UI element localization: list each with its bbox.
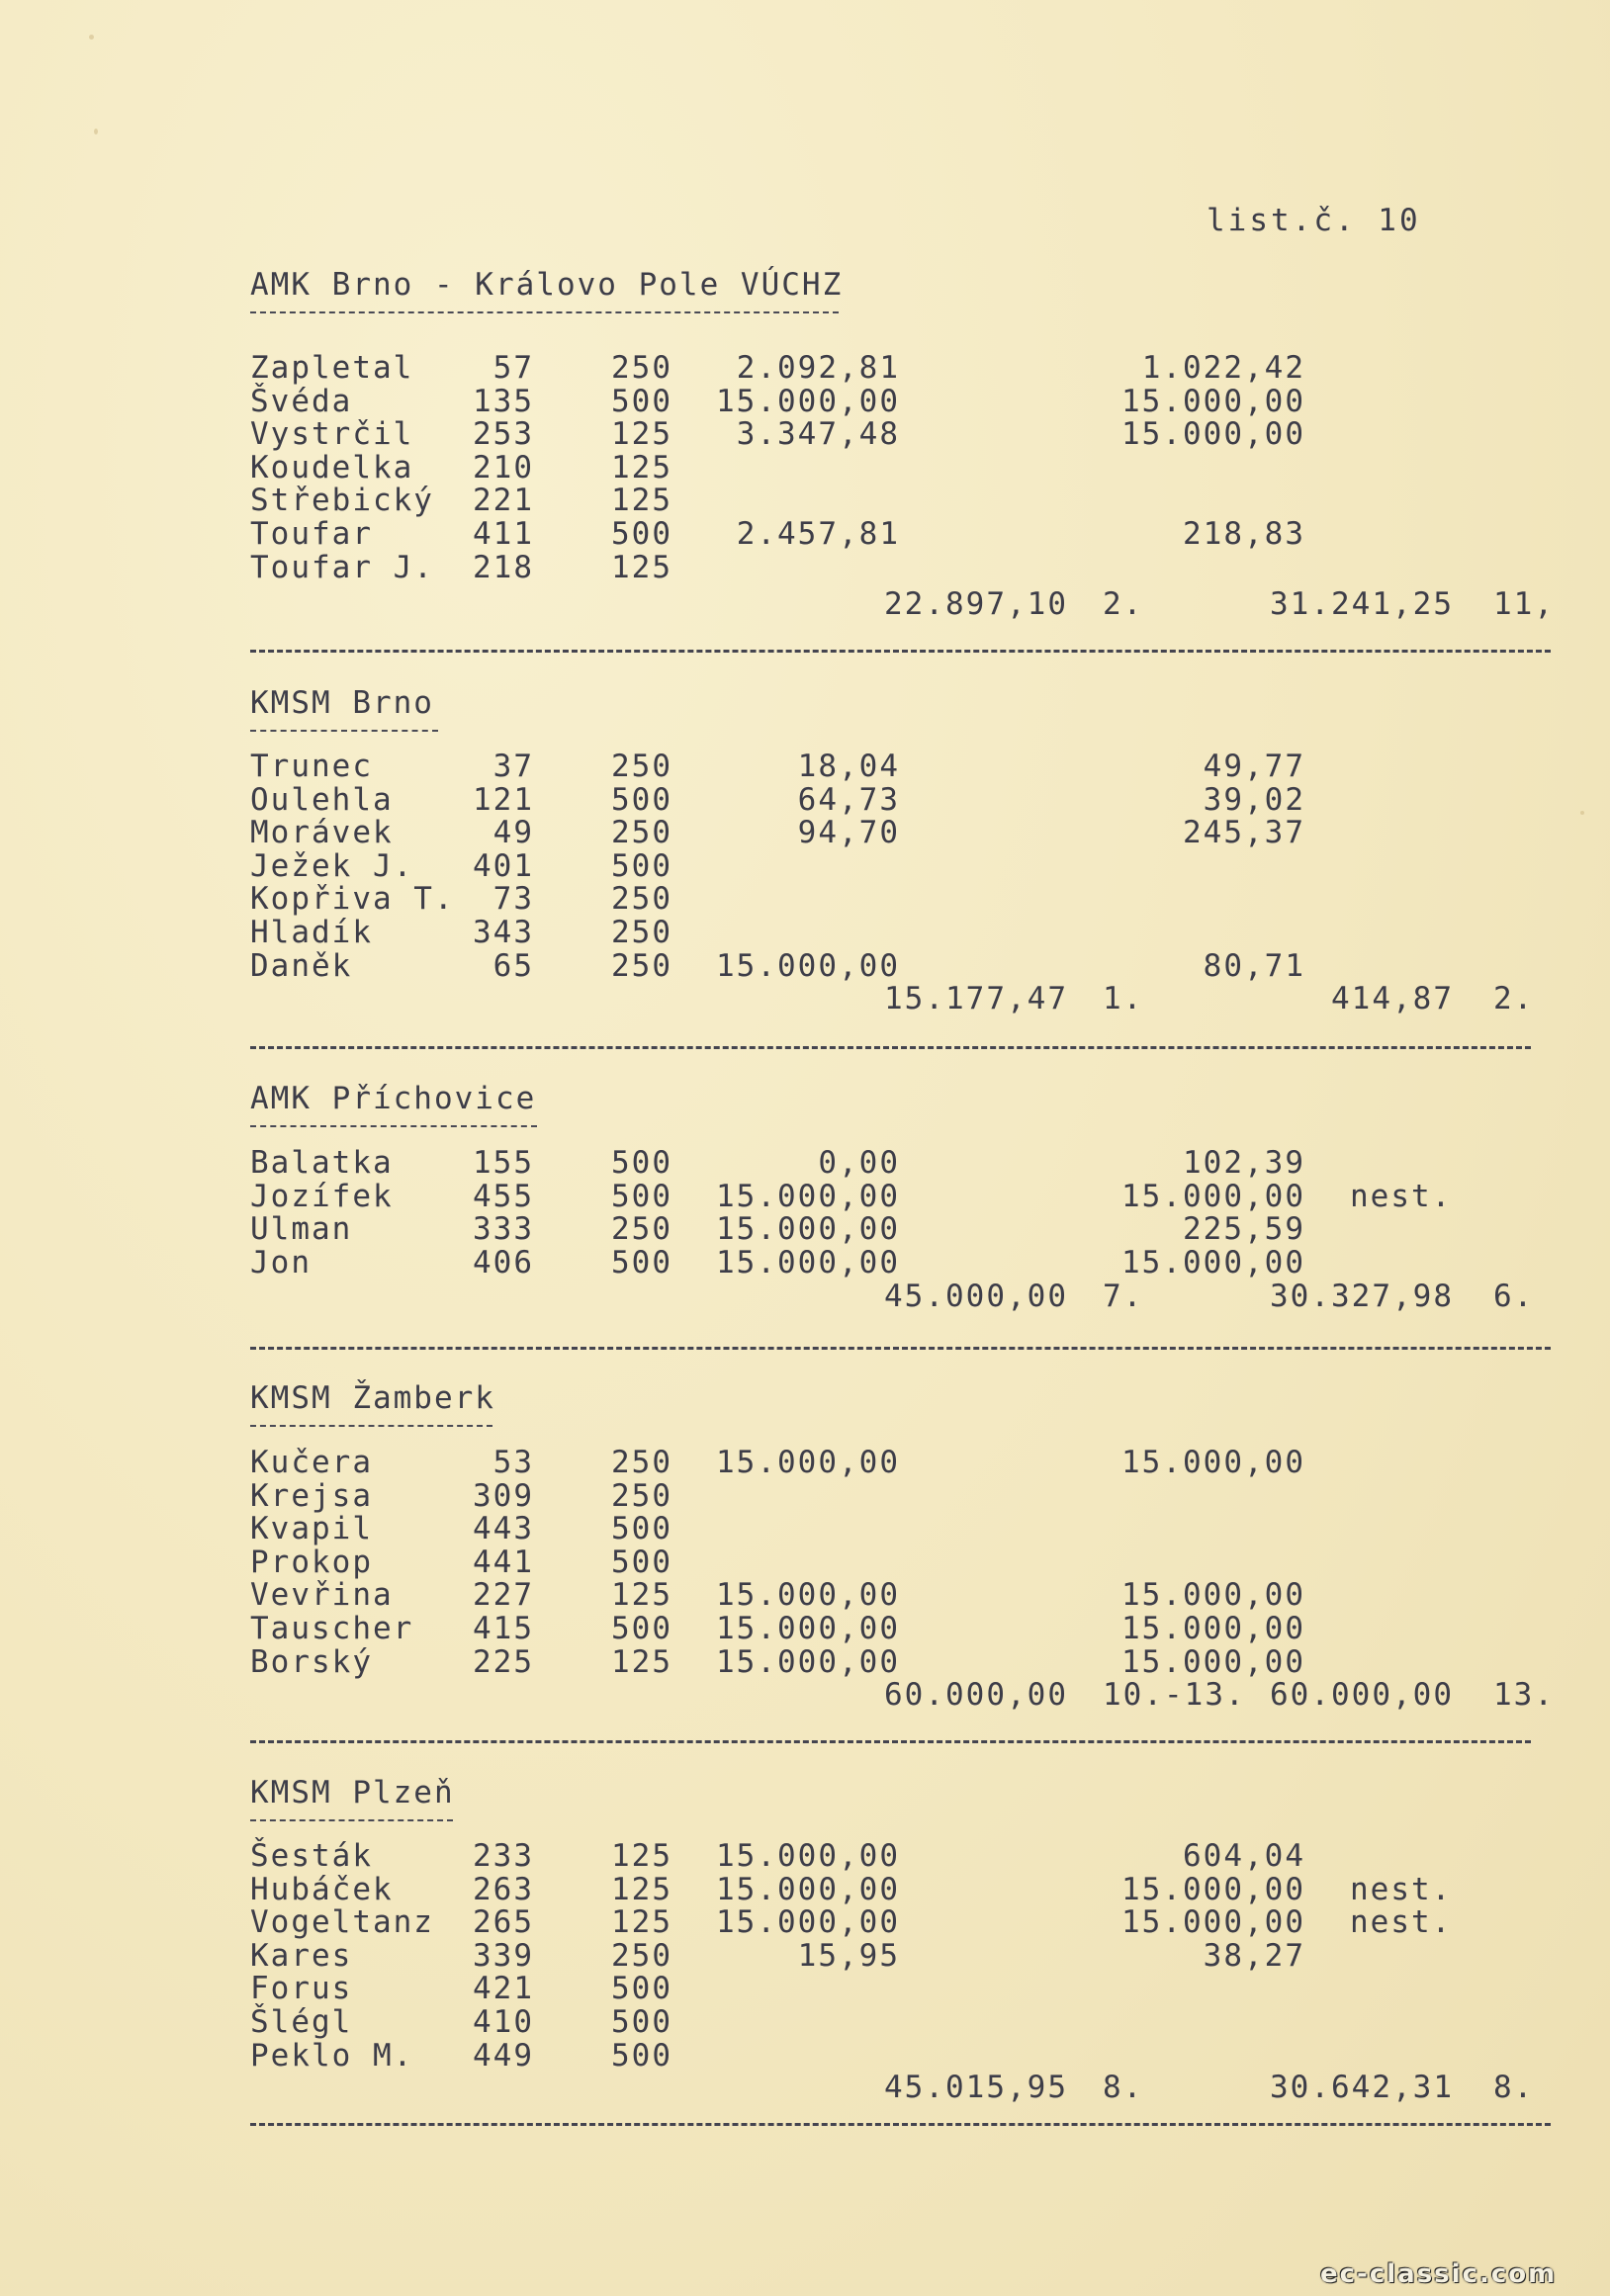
driver-row xyxy=(0,1611,1610,1644)
driver-cls: 500 xyxy=(611,782,672,818)
driver-name: Borský xyxy=(250,1644,373,1680)
driver-num: 309 xyxy=(473,1478,534,1514)
team-rank-1: 7. xyxy=(1103,1279,1144,1314)
team-rank-2: 6. xyxy=(1493,1279,1535,1314)
driver-num: 155 xyxy=(473,1145,534,1181)
driver-v1: 3.347,48 xyxy=(736,416,900,452)
driver-name: Toufar xyxy=(250,516,373,552)
driver-v2: 15.000,00 xyxy=(1121,1611,1305,1646)
section-total-row xyxy=(0,1279,1610,1312)
driver-v2: 15.000,00 xyxy=(1121,1577,1305,1613)
driver-cls: 250 xyxy=(611,1445,672,1480)
driver-num: 135 xyxy=(473,384,534,419)
driver-num: 406 xyxy=(473,1245,534,1280)
driver-name: Morávek xyxy=(250,815,394,850)
driver-cls: 500 xyxy=(611,384,672,419)
driver-cls: 500 xyxy=(611,848,672,884)
team-rank-1: 1. xyxy=(1103,981,1144,1016)
driver-v1: 15.000,00 xyxy=(716,1838,900,1874)
driver-row xyxy=(0,350,1610,384)
driver-num: 65 xyxy=(492,948,534,984)
driver-num: 343 xyxy=(473,915,534,950)
team-total-1: 45.015,95 xyxy=(884,2070,1068,2105)
driver-v1: 15.000,00 xyxy=(716,1245,900,1280)
team-rank-2: 13. xyxy=(1493,1677,1555,1713)
driver-row xyxy=(0,1644,1610,1678)
driver-v2: 225,59 xyxy=(1183,1211,1305,1247)
driver-name: Švéda xyxy=(250,384,353,419)
driver-cls: 125 xyxy=(611,1872,672,1907)
driver-v1: 15.000,00 xyxy=(716,1577,900,1613)
driver-v2: 102,39 xyxy=(1183,1145,1305,1181)
driver-cls: 125 xyxy=(611,550,672,585)
driver-num: 73 xyxy=(492,881,534,917)
driver-v2: 15.000,00 xyxy=(1121,416,1305,452)
driver-v2: 15.000,00 xyxy=(1121,1445,1305,1480)
driver-cls: 250 xyxy=(611,749,672,784)
driver-cls: 125 xyxy=(611,1904,672,1940)
driver-cls: 125 xyxy=(611,1838,672,1874)
driver-v1: 15.000,00 xyxy=(716,1211,900,1247)
title-underline xyxy=(250,1425,492,1427)
driver-cls: 500 xyxy=(611,516,672,552)
driver-num: 333 xyxy=(473,1211,534,1247)
driver-num: 210 xyxy=(473,450,534,486)
section-title: AMK Brno - Královo Pole VÚCHZ xyxy=(250,267,844,303)
driver-row xyxy=(0,550,1610,583)
driver-row xyxy=(0,483,1610,516)
driver-num: 218 xyxy=(473,550,534,585)
driver-note: nest. xyxy=(1350,1872,1453,1907)
driver-name: Vevřina xyxy=(250,1577,394,1613)
driver-v2: 15.000,00 xyxy=(1121,1872,1305,1907)
section-title: KMSM Žamberk xyxy=(250,1380,495,1416)
driver-v1: 0,00 xyxy=(818,1145,900,1181)
driver-cls: 500 xyxy=(611,1179,672,1214)
driver-num: 225 xyxy=(473,1644,534,1680)
driver-name: Prokop xyxy=(250,1545,373,1580)
driver-name: Vogeltanz xyxy=(250,1904,434,1940)
driver-name: Tauscher xyxy=(250,1611,414,1646)
team-total-1: 45.000,00 xyxy=(884,1279,1068,1314)
driver-cls: 500 xyxy=(611,1611,672,1646)
driver-v1: 15.000,00 xyxy=(716,1644,900,1680)
driver-num: 421 xyxy=(473,1971,534,2006)
driver-row xyxy=(0,1179,1610,1212)
driver-row xyxy=(0,1872,1610,1905)
driver-v2: 39,02 xyxy=(1203,782,1305,818)
driver-cls: 250 xyxy=(611,948,672,984)
driver-row xyxy=(0,2038,1610,2072)
driver-v2: 49,77 xyxy=(1203,749,1305,784)
driver-cls: 250 xyxy=(611,881,672,917)
driver-row xyxy=(0,416,1610,450)
driver-name: Šlégl xyxy=(250,2004,353,2040)
driver-name: Ježek J. xyxy=(250,848,414,884)
driver-cls: 500 xyxy=(611,1511,672,1546)
team-rank-2: 8. xyxy=(1493,2070,1535,2105)
driver-cls: 250 xyxy=(611,1938,672,1974)
driver-row xyxy=(0,915,1610,948)
driver-row xyxy=(0,1971,1610,2004)
driver-cls: 250 xyxy=(611,915,672,950)
driver-name: Kares xyxy=(250,1938,353,1974)
stain xyxy=(89,35,94,40)
driver-name: Kvapil xyxy=(250,1511,373,1546)
driver-cls: 125 xyxy=(611,483,672,518)
driver-num: 227 xyxy=(473,1577,534,1613)
section-divider xyxy=(250,2123,1551,2126)
driver-num: 401 xyxy=(473,848,534,884)
section-divider xyxy=(250,1347,1551,1350)
driver-row xyxy=(0,450,1610,484)
driver-v2: 245,37 xyxy=(1183,815,1305,850)
driver-v2: 604,04 xyxy=(1183,1838,1305,1874)
team-rank-1: 2. xyxy=(1103,586,1144,622)
driver-row xyxy=(0,1938,1610,1972)
driver-name: Forus xyxy=(250,1971,353,2006)
driver-v1: 15.000,00 xyxy=(716,1904,900,1940)
driver-cls: 125 xyxy=(611,450,672,486)
driver-cls: 125 xyxy=(611,416,672,452)
team-total-2: 30.327,98 xyxy=(1270,1279,1454,1314)
driver-row xyxy=(0,948,1610,982)
driver-row xyxy=(0,1838,1610,1872)
driver-name: Jon xyxy=(250,1245,312,1280)
driver-num: 49 xyxy=(492,815,534,850)
team-total-2: 30.642,31 xyxy=(1270,2070,1454,2105)
title-underline xyxy=(250,730,438,732)
driver-note: nest. xyxy=(1350,1179,1453,1214)
driver-row xyxy=(0,1445,1610,1478)
driver-row xyxy=(0,881,1610,915)
driver-name: Krejsa xyxy=(250,1478,373,1514)
driver-name: Balatka xyxy=(250,1145,394,1181)
driver-num: 265 xyxy=(473,1904,534,1940)
stain xyxy=(94,129,98,134)
team-total-1: 60.000,00 xyxy=(884,1677,1068,1713)
title-underline xyxy=(250,1819,453,1821)
driver-name: Kučera xyxy=(250,1445,373,1480)
driver-num: 121 xyxy=(473,782,534,818)
driver-row xyxy=(0,848,1610,882)
driver-name: Šesták xyxy=(250,1838,373,1874)
driver-cls: 500 xyxy=(611,1145,672,1181)
section-divider xyxy=(250,1740,1531,1743)
section-total-row xyxy=(0,2070,1610,2103)
driver-num: 57 xyxy=(492,350,534,386)
driver-row xyxy=(0,1904,1610,1938)
team-rank-2: 2. xyxy=(1493,981,1535,1016)
driver-name: Jozífek xyxy=(250,1179,394,1214)
driver-num: 415 xyxy=(473,1611,534,1646)
team-total-1: 15.177,47 xyxy=(884,981,1068,1016)
team-rank-1: 8. xyxy=(1103,2070,1144,2105)
driver-v1: 15.000,00 xyxy=(716,384,900,419)
driver-row xyxy=(0,1245,1610,1279)
driver-name: Peklo M. xyxy=(250,2038,414,2074)
driver-v2: 15.000,00 xyxy=(1121,1245,1305,1280)
team-total-2: 414,87 xyxy=(1331,981,1454,1016)
driver-v1: 15.000,00 xyxy=(716,1179,900,1214)
driver-name: Trunec xyxy=(250,749,373,784)
driver-name: Koudelka xyxy=(250,450,414,486)
driver-v1: 2.457,81 xyxy=(736,516,900,552)
driver-row xyxy=(0,782,1610,816)
driver-num: 455 xyxy=(473,1179,534,1214)
driver-v2: 15.000,00 xyxy=(1121,384,1305,419)
team-total-2: 31.241,25 xyxy=(1270,586,1454,622)
driver-name: Ulman xyxy=(250,1211,353,1247)
driver-name: Hladík xyxy=(250,915,373,950)
driver-num: 449 xyxy=(473,2038,534,2074)
driver-v1: 15,95 xyxy=(797,1938,900,1974)
driver-name: Zapletal xyxy=(250,350,414,386)
driver-cls: 250 xyxy=(611,1211,672,1247)
driver-num: 37 xyxy=(492,749,534,784)
driver-v2: 38,27 xyxy=(1203,1938,1305,1974)
driver-v2: 15.000,00 xyxy=(1121,1179,1305,1214)
driver-v1: 2.092,81 xyxy=(736,350,900,386)
driver-name: Hubáček xyxy=(250,1872,394,1907)
driver-cls: 250 xyxy=(611,350,672,386)
driver-v1: 15.000,00 xyxy=(716,1872,900,1907)
driver-v2: 15.000,00 xyxy=(1121,1644,1305,1680)
driver-name: Oulehla xyxy=(250,782,394,818)
driver-cls: 500 xyxy=(611,1545,672,1580)
driver-row xyxy=(0,1478,1610,1512)
driver-num: 411 xyxy=(473,516,534,552)
section-title: KMSM Plzeň xyxy=(250,1775,455,1810)
title-underline xyxy=(250,1125,537,1127)
section-total-row xyxy=(0,1677,1610,1711)
driver-num: 53 xyxy=(492,1445,534,1480)
driver-v1: 18,04 xyxy=(797,749,900,784)
driver-v2: 218,83 xyxy=(1183,516,1305,552)
watermark-logo: ec-classic.com xyxy=(1320,2259,1558,2289)
section-title: AMK Příchovice xyxy=(250,1081,537,1116)
driver-row xyxy=(0,749,1610,782)
driver-v1: 15.000,00 xyxy=(716,1611,900,1646)
driver-row xyxy=(0,1145,1610,1179)
driver-name: Toufar J. xyxy=(250,550,434,585)
driver-v2: 15.000,00 xyxy=(1121,1904,1305,1940)
driver-num: 339 xyxy=(473,1938,534,1974)
team-total-1: 22.897,10 xyxy=(884,586,1068,622)
driver-num: 443 xyxy=(473,1511,534,1546)
driver-num: 410 xyxy=(473,2004,534,2040)
team-rank-2: 11, xyxy=(1493,586,1555,622)
driver-cls: 250 xyxy=(611,815,672,850)
driver-row xyxy=(0,1211,1610,1245)
driver-row xyxy=(0,815,1610,848)
section-total-row xyxy=(0,586,1610,620)
driver-num: 233 xyxy=(473,1838,534,1874)
driver-v1: 15.000,00 xyxy=(716,948,900,984)
driver-row xyxy=(0,1545,1610,1578)
driver-name: Střebický xyxy=(250,483,434,518)
team-total-2: 60.000,00 xyxy=(1270,1677,1454,1713)
driver-v2: 80,71 xyxy=(1203,948,1305,984)
driver-num: 221 xyxy=(473,483,534,518)
section-total-row xyxy=(0,981,1610,1015)
driver-v1: 94,70 xyxy=(797,815,900,850)
driver-row xyxy=(0,1577,1610,1611)
driver-v1: 15.000,00 xyxy=(716,1445,900,1480)
driver-name: Vystrčil xyxy=(250,416,414,452)
title-underline xyxy=(250,311,839,313)
driver-cls: 125 xyxy=(611,1577,672,1613)
section-divider xyxy=(250,650,1551,653)
driver-cls: 125 xyxy=(611,1644,672,1680)
driver-v2: 1.022,42 xyxy=(1141,350,1305,386)
driver-cls: 500 xyxy=(611,1245,672,1280)
driver-num: 253 xyxy=(473,416,534,452)
section-divider xyxy=(250,1046,1531,1049)
driver-row xyxy=(0,1511,1610,1545)
driver-v1: 64,73 xyxy=(797,782,900,818)
driver-row xyxy=(0,2004,1610,2038)
driver-cls: 500 xyxy=(611,1971,672,2006)
sheet-number: list.č. 10 xyxy=(1207,203,1421,238)
driver-cls: 500 xyxy=(611,2038,672,2074)
driver-row xyxy=(0,384,1610,417)
driver-num: 263 xyxy=(473,1872,534,1907)
driver-cls: 250 xyxy=(611,1478,672,1514)
driver-cls: 500 xyxy=(611,2004,672,2040)
driver-note: nest. xyxy=(1350,1904,1453,1940)
team-rank-1: 10.-13. xyxy=(1103,1677,1246,1713)
driver-num: 441 xyxy=(473,1545,534,1580)
driver-row xyxy=(0,516,1610,550)
driver-name: Kopřiva T. xyxy=(250,881,455,917)
section-title: KMSM Brno xyxy=(250,685,434,721)
driver-name: Daněk xyxy=(250,948,353,984)
